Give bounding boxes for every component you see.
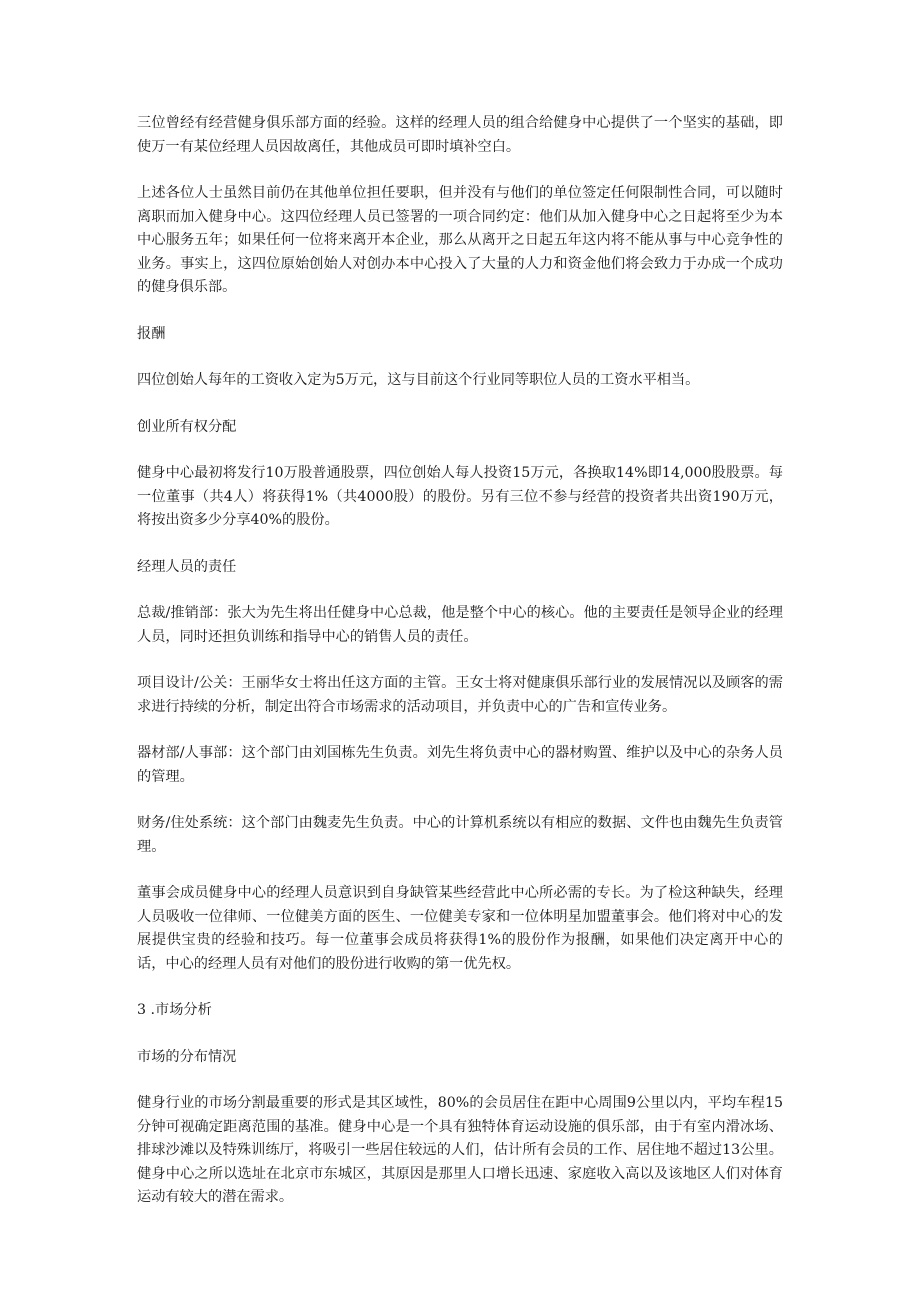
heading-manager-duties: 经理人员的责任 [137,558,237,575]
paragraph-market-distribution: 健身行业的市场分割最重要的形式是其区域性，80%的会员居住在距中心周围9公里以内，平均车程15分钟可视确定距离范围的基准。健身中心是一个具有独特体育运动设施的俱乐部，由于有室内滑冰场、排球沙滩以及特殊训练厅，将吸引一些居住较远的人们，估计所有会员的工作、居住地不超过13公里。健身中心之所以选址在北京市东城区，其原因是那里人口增长迅速、家庭收入高以及该地区人们对体育运动有较大的潜在需求。 [137,1095,783,1205]
paragraph-board: 董事会成员健身中心的经理人员意识到自身缺管某些经营此中心所必需的专长。为了检这种缺失，经理人员吸收一位律师、一位健美方面的医生、一位健美专家和一位体明星加盟董事会。他们将对中心的发展提供宝贵的经验和技巧。每一位董事会成员将获得1%的股份作为报酬，如果他们决定离开中心的话，中心的经理人员有对他们的股份进行收购的第一优先权。 [137,885,783,972]
heading-market-analysis: 3 .市场分析 [137,1002,212,1018]
paragraph-founders-contract: 上述各位人士虽然目前仍在其他单位担任要职，但并没有与他们的单位签定任何限制性合同，可以随时离职而加入健身中心。这四位经理人员已签署的一项合同约定：他们从加入健身中心之日起将至少为本中心服务五年；如果任何一位将来离开本企业，那么从离开之日起五年这内将不能从事与中心竞争性的业务。事实上，这四位原始创始人对创办本中心投入了大量的人力和资金他们将会致力于办成一个成功的健身俱乐部。 [137,185,783,295]
paragraph-finance-it: 财务/住处系统：这个部门由魏麦先生负责。中心的计算机系统以有相应的数据、文件也由魏先生负责管理。 [137,815,783,855]
heading-market-distribution: 市场的分布情况 [137,1048,237,1065]
document-page [137,112,783,1233]
heading-compensation: 报酬 [137,325,166,342]
paragraph-president-sales: 总裁/推销部：张大为先生将出任健身中心总裁，他是整个中心的核心。他的主要责任是领导企业的经理人员，同时还担负训练和指导中心的销售人员的责任。 [137,605,783,645]
paragraph-equipment-hr: 器材部/人事部：这个部门由刘国栋先生负责。刘先生将负责中心的器材购置、维护以及中心的杂务人员的管理。 [137,745,783,785]
paragraph-program-pr: 项目设计/公关：王丽华女士将出任这方面的主管。王女士将对健康俱乐部行业的发展情况以及顾客的需求进行持续的分析，制定出符合市场需求的活动项目，并负责中心的广告和宣传业务。 [137,675,783,715]
paragraph-compensation: 四位创始人每年的工资收入定为5万元，这与目前这个行业同等职位人员的工资水平相当。 [137,372,700,388]
heading-ownership: 创业所有权分配 [137,418,237,435]
paragraph-ownership: 健身中心最初将发行10万股普通股票，四位创始人每人投资15万元，各换取14%即14,000股股票。每一位董事（共4人）将获得1%（共4000股）的股份。另有三位不参与经营的投资者共出资190万元，将按出资多少分享40%的股份。 [137,465,783,528]
paragraph-founders-experience: 三位曾经有经营健身俱乐部方面的经验。这样的经理人员的组合给健身中心提供了一个坚实的基础，即使万一有某位经理人员因故离任，其他成员可即时填补空白。 [137,115,783,155]
